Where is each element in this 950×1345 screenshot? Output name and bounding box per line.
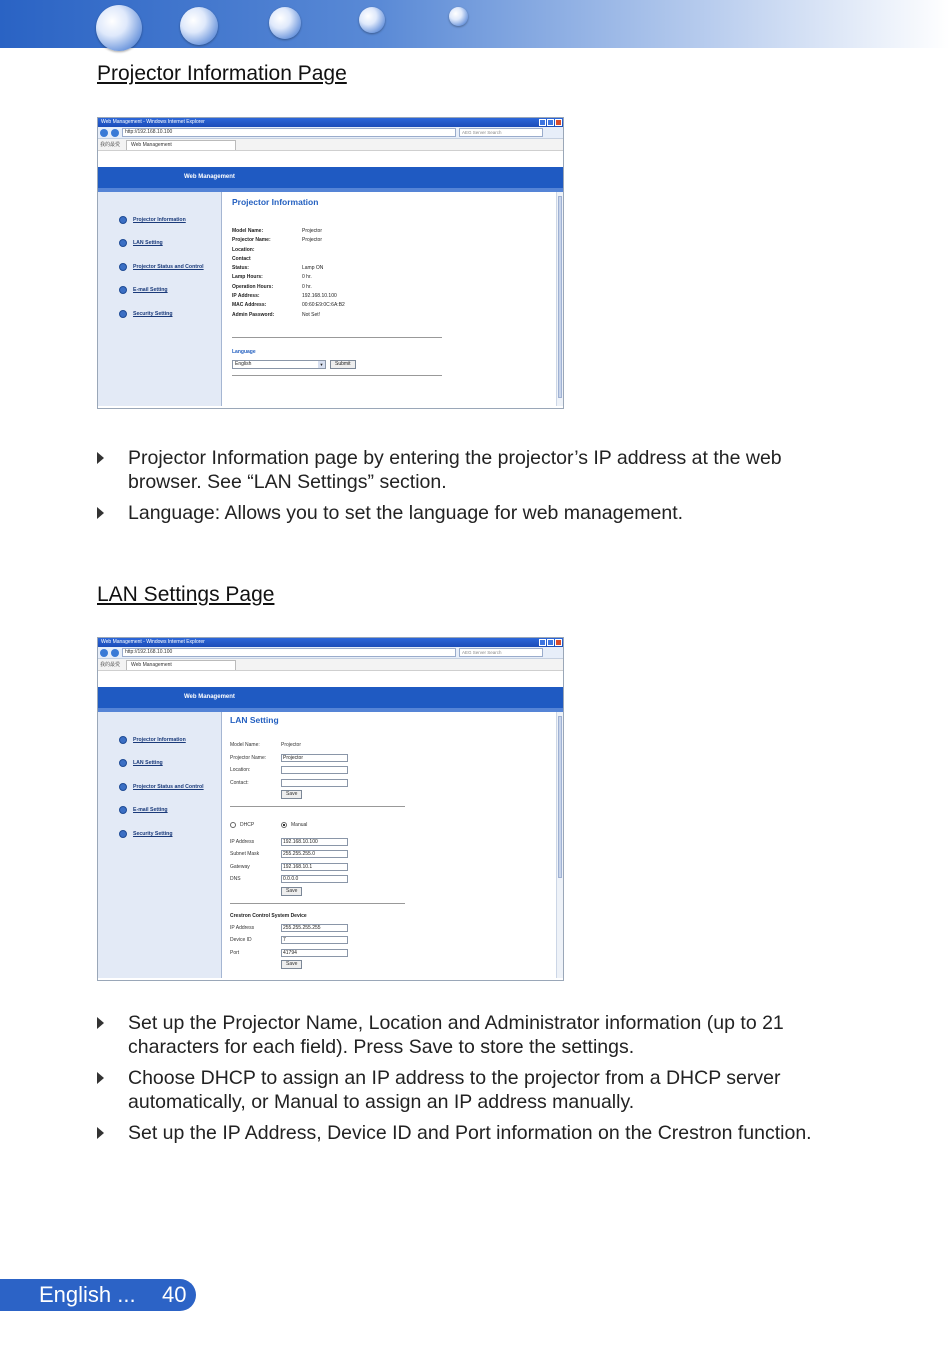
browser-tab: Web Management [126,660,236,670]
bullet-arrow-icon [97,452,104,464]
info-key: Admin Password: [232,311,275,318]
text-field: 0.0.0.0 [281,875,348,883]
section-heading-lan-settings: LAN Settings Page [97,583,275,606]
info-key: Status: [232,265,249,272]
bullet-item: Choose DHCP to assign an IP address to the projector from a DHCP server automatically, or Manual to assign an IP address manually. [97,1066,857,1114]
language-label: Language [232,349,256,355]
decorative-bubble [269,7,301,39]
text-field [281,779,348,787]
sidebar-item-projector-information: Projector Information [98,208,221,232]
forward-icon [111,129,119,137]
lan-network-form [230,836,563,886]
info-value: 00:60:E9:0C:6A:B2 [302,302,345,309]
info-value: 192.168.10.100 [302,293,337,300]
browser-tab: Web Management [126,140,236,150]
bullet-item: Set up the Projector Name, Location and Administrator information (up to 21 characters for each field). Press Save to store the settings. [97,1011,857,1059]
sidebar-item-status-control: Projector Status and Control [98,775,221,799]
sidebar-item-email-setting: E-mail Setting [98,799,221,823]
address-bar [98,127,563,139]
info-row [232,292,563,301]
text-field [281,766,348,774]
field-value: Projector [281,742,302,749]
decorative-bubble [449,7,468,26]
nav-bullet-icon [119,783,127,791]
nav-bullet-icon [119,736,127,744]
info-key: Lamp Hours: [232,274,263,281]
tab-bar [98,659,563,671]
info-table [232,227,563,320]
maximize-icon [547,639,554,646]
info-key: Model Name: [232,228,264,234]
field-label: Model Name: [230,742,260,749]
web-header: Web Management [98,687,563,708]
decorative-bubble [96,5,142,51]
nav-bullet-icon [119,239,127,247]
sidebar-item-security-setting: Security Setting [98,302,221,326]
web-header: Web Management [98,167,563,188]
info-row [232,283,563,292]
form-row [230,848,563,861]
form-row [230,947,563,960]
text-field: 7 [281,936,348,944]
text-field: 41794 [281,949,348,957]
web-content [222,712,563,978]
search-field: AEG Server Search [459,128,543,137]
lan-general-form [230,739,563,789]
info-key: Contact [232,255,251,262]
page-title: LAN Setting [230,715,279,725]
window-title: Web Management - Windows Internet Explorer [101,119,205,125]
chevron-down-icon: ▼ [319,362,324,367]
window-titlebar [98,118,563,127]
search-field: AEG Server Search [459,648,543,657]
info-value: Projector [302,228,323,234]
info-value: Not Set! [302,311,321,318]
url-field: http://192.168.10.100 [122,128,456,137]
nav-bullet-icon [119,830,127,838]
favorites-label: 我的最愛 [100,662,121,668]
field-label: Projector Name: [230,754,267,761]
section1-bullets [97,446,857,532]
screenshot-lan-setting [97,637,564,981]
field-label: Location: [230,767,251,774]
section2-bullets [97,1011,857,1152]
info-key: MAC Address: [232,302,267,309]
screenshot-projector-information [97,117,564,409]
field-label: DNS [230,876,241,883]
bullet-arrow-icon [97,1017,104,1029]
close-icon [555,119,562,126]
form-row [230,836,563,849]
form-row [230,934,563,947]
sidebar-item-lan-setting: LAN Setting [98,232,221,256]
sidebar-item-email-setting: E-mail Setting [98,279,221,303]
radio-dhcp [230,822,236,828]
field-label: Port [230,949,240,956]
text-field: Projector [281,754,348,762]
back-icon [100,649,108,657]
field-label: Subnet Mask [230,851,260,858]
info-key: Projector Name: [232,237,271,244]
window-titlebar [98,638,563,647]
section-heading-projector-information: Projector Information Page [97,62,347,85]
crestron-form [230,922,563,960]
language-block [232,337,442,376]
back-icon [100,129,108,137]
form-row [230,739,563,752]
nav-bullet-icon [119,759,127,767]
form-row [230,752,563,765]
info-value: 0 hr. [302,283,312,290]
sidebar-item-security-setting: Security Setting [98,822,221,846]
sidebar-item-status-control: Projector Status and Control [98,255,221,279]
field-label: Device ID [230,937,252,944]
field-label: Gateway [230,863,250,870]
field-label: IP Address [230,838,255,845]
text-field: 255.255.255.0 [281,850,348,858]
info-key: IP Address: [232,293,260,300]
info-row [232,255,563,264]
nav-bullet-icon [119,263,127,271]
info-row [232,301,563,310]
info-row [232,264,563,273]
form-row [230,861,563,874]
form-row [230,873,563,886]
nav-bullet-icon [119,216,127,224]
window-title: Web Management - Windows Internet Explorer [101,639,205,645]
info-row [232,273,563,282]
info-row [232,236,563,245]
form-row [230,777,563,790]
nav-bullet-icon [119,806,127,814]
bullet-arrow-icon [97,1072,104,1084]
maximize-icon [547,119,554,126]
page-title: Projector Information [232,197,319,207]
form-row [230,764,563,777]
address-bar [98,647,563,659]
text-field: 192.168.10.1 [281,863,348,871]
info-value: Lamp ON [302,265,324,272]
field-label: Contact: [230,779,249,786]
radio-manual [281,822,287,828]
page-footer [0,1279,196,1311]
save-button: Save [281,887,302,896]
form-row [230,922,563,935]
decorative-bubble [180,7,218,45]
web-content [222,192,563,406]
favorites-label: 我的最愛 [100,142,121,148]
decorative-bubble [359,7,385,33]
language-select: English ▼ [232,360,326,369]
minimize-icon [539,639,546,646]
header-band [0,0,950,48]
tab-bar [98,139,563,151]
web-sidebar [98,712,222,978]
save-button: Save [281,790,302,799]
web-sidebar [98,192,222,406]
save-button: Save [281,960,302,969]
forward-icon [111,649,119,657]
bullet-item: Language: Allows you to set the language for web management. [97,501,857,525]
info-value: Projector [302,237,323,244]
minimize-icon [539,119,546,126]
submit-button: Submit [330,360,356,369]
sidebar-item-projector-information: Projector Information [98,728,221,752]
crestron-title: Crestron Control System Device [230,912,307,919]
info-row [232,311,563,320]
text-field: 192.168.10.100 [281,838,348,846]
info-key: Operation Hours: [232,283,274,290]
ip-mode-radios: DHCP Manual [230,819,563,832]
close-icon [555,639,562,646]
bullet-arrow-icon [97,507,104,519]
bullet-item: Set up the IP Address, Device ID and Port information on the Crestron function. [97,1121,857,1145]
page-number: 40 [162,1282,187,1307]
info-value: 0 hr. [302,274,312,281]
info-row [232,227,563,236]
scrollbar [556,712,563,978]
bullet-item: Projector Information page by entering the projector’s IP address at the web browser. See “LAN Settings” section. [97,446,857,494]
url-field: http://192.168.10.100 [122,648,456,657]
footer-language: English ... [39,1282,136,1307]
scrollbar [556,192,563,406]
nav-bullet-icon [119,310,127,318]
nav-bullet-icon [119,286,127,294]
sidebar-item-lan-setting: LAN Setting [98,752,221,776]
bullet-arrow-icon [97,1127,104,1139]
info-key: Location: [232,246,255,253]
field-label: IP Address [230,924,255,931]
info-row [232,246,563,255]
text-field: 255.255.255.255 [281,924,348,932]
